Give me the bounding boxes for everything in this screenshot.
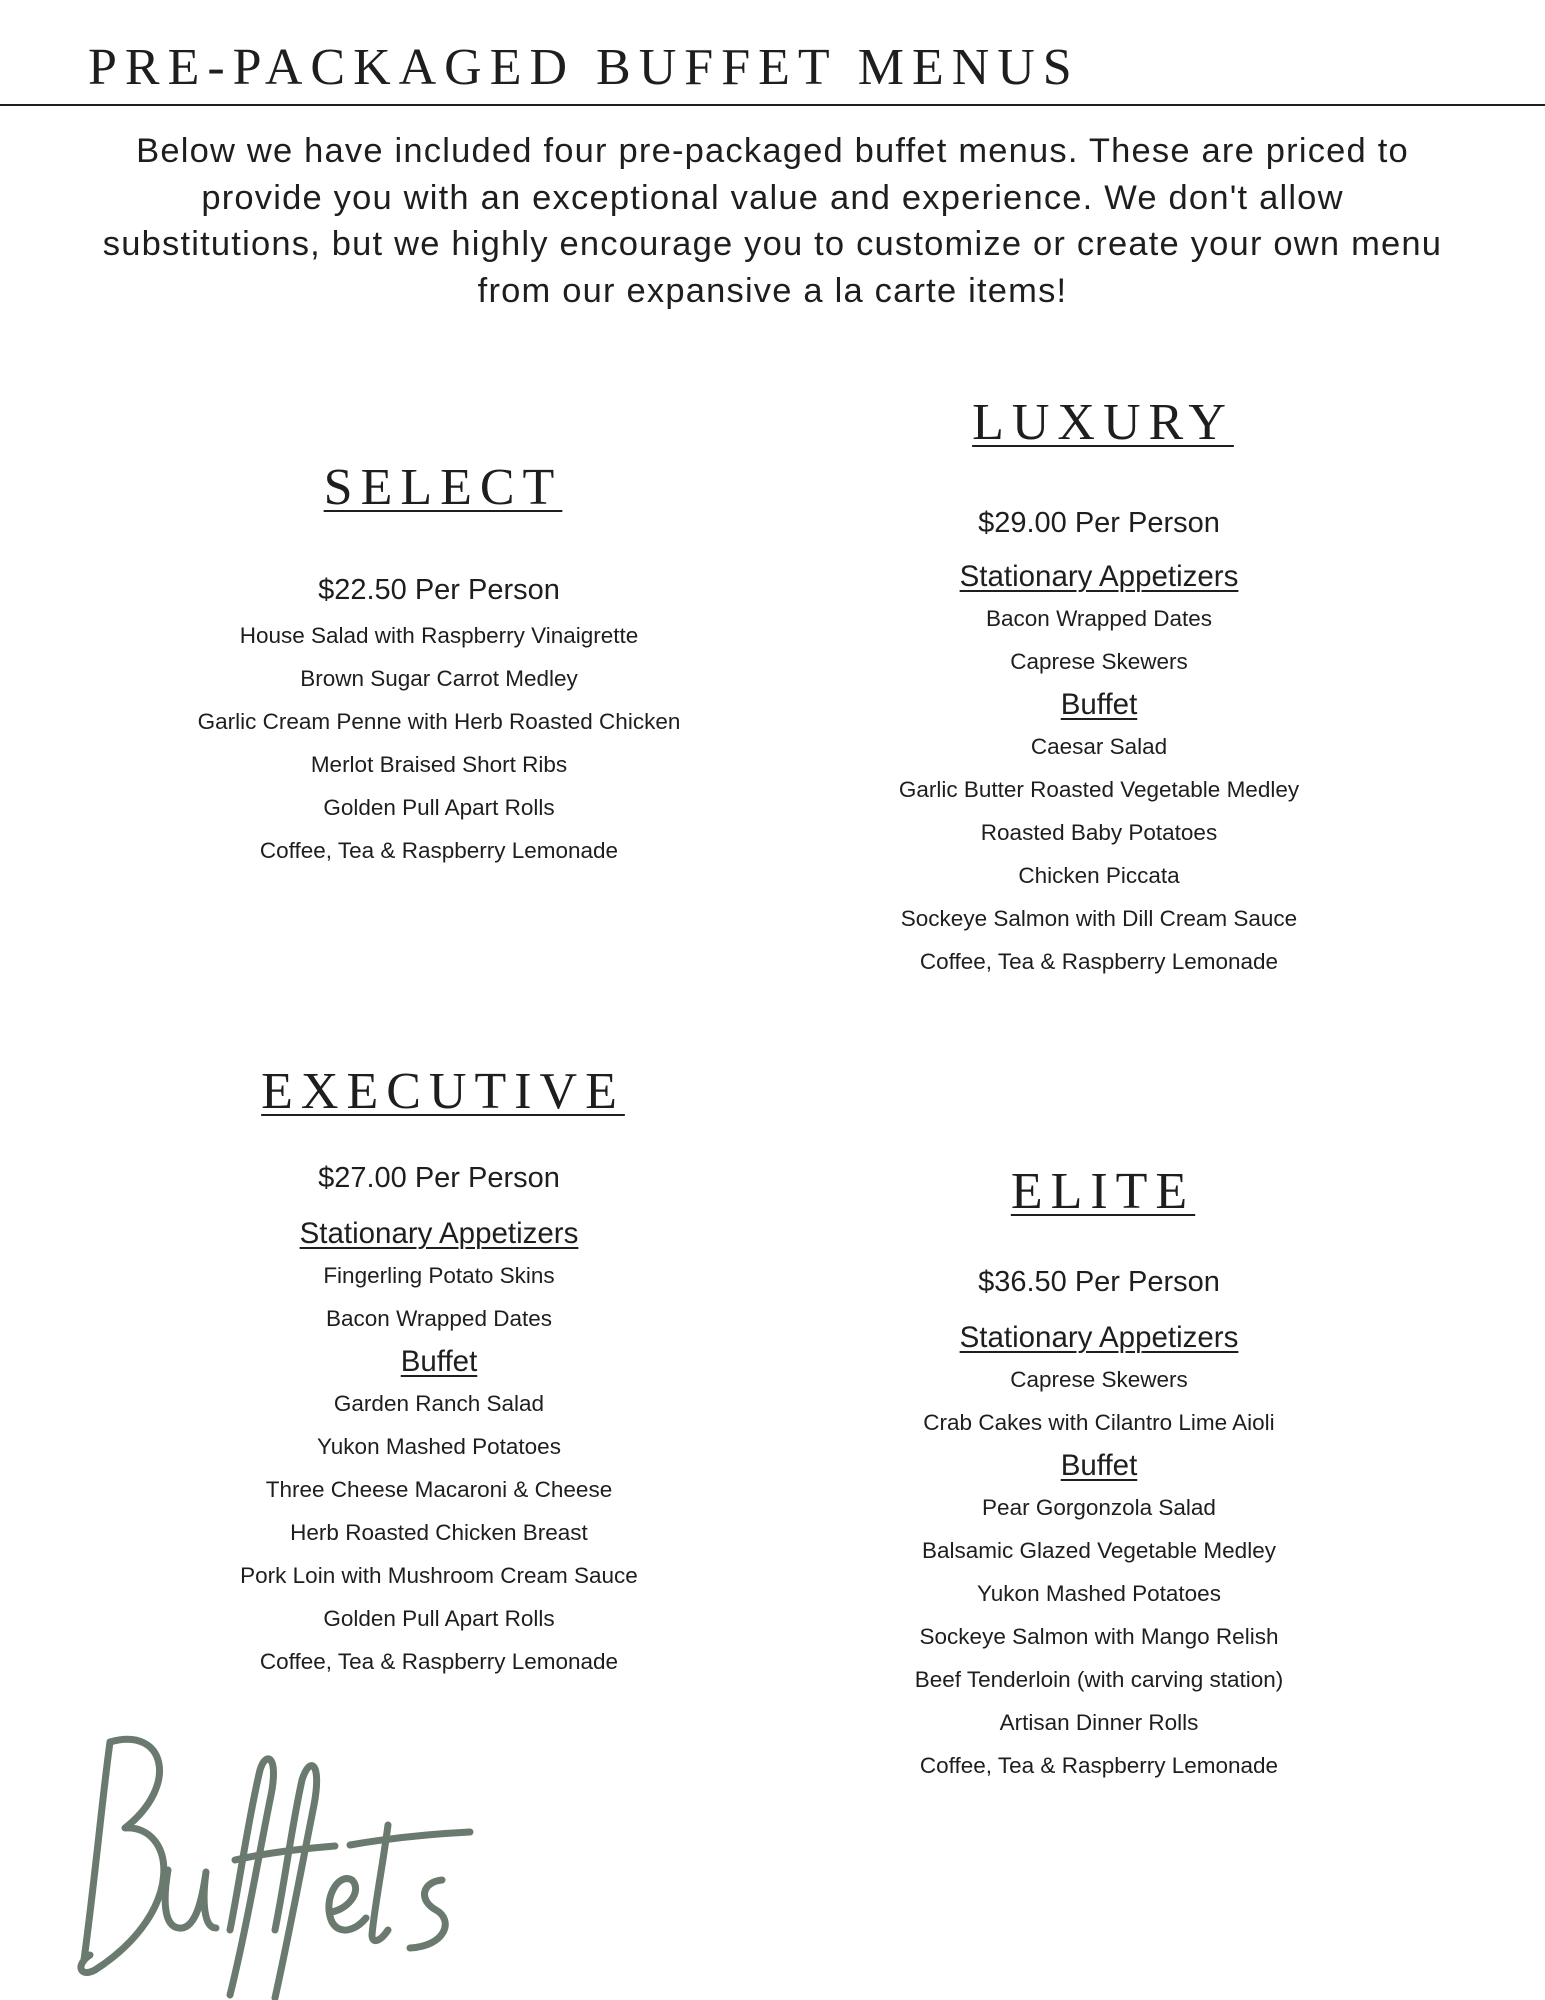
menu-item: Golden Pull Apart Rolls: [323, 1606, 555, 1631]
menu-name: LUXURY: [972, 394, 1234, 451]
menu-item: Sockeye Salmon with Mango Relish: [919, 1624, 1279, 1649]
intro-paragraph: Below we have included four pre-packaged buffet menus. These are priced to provide you with an exceptional value and experience. We don't allow substitutions, but we highly encourage you to customize or create your own menu from our expansive a la carte items!: [102, 132, 1443, 310]
menu-items: [129, 614, 749, 872]
menu-price: $27.00 Per Person: [318, 1162, 560, 1194]
menu-item: Caprese Skewers: [1010, 649, 1188, 674]
menu-item: Balsamic Glazed Vegetable Medley: [922, 1538, 1276, 1563]
page-title: PRE-PACKAGED BUFFET MENUS: [88, 39, 1080, 96]
menu-price: $36.50 Per Person: [978, 1266, 1220, 1298]
buffet-items: [129, 1382, 749, 1683]
title-divider: [0, 104, 1545, 106]
menu-item: Brown Sugar Carrot Medley: [300, 666, 578, 691]
menu-item: Coffee, Tea & Raspberry Lemonade: [259, 1649, 619, 1674]
menu-item: Roasted Baby Potatoes: [980, 820, 1218, 845]
menu-select: [129, 458, 749, 872]
appetizers-heading: Stationary Appetizers: [959, 1321, 1239, 1354]
appetizer-items: [129, 1254, 749, 1340]
menu-name: SELECT: [323, 459, 563, 516]
menu-elite: [789, 1162, 1409, 1787]
menu-item: Caesar Salad: [1030, 734, 1168, 759]
menu-item: Garlic Cream Penne with Herb Roasted Chicken: [197, 709, 681, 734]
buffet-items: [789, 725, 1409, 983]
menu-executive: [129, 1062, 749, 1683]
buffet-items: [789, 1486, 1409, 1787]
menu-item: Sockeye Salmon with Dill Cream Sauce: [900, 906, 1298, 931]
menu-item: House Salad with Raspberry Vinaigrette: [239, 623, 639, 648]
buffets-script-logo: [70, 1730, 490, 2000]
menu-item: Pork Loin with Mushroom Cream Sauce: [240, 1563, 638, 1588]
appetizers-heading: Stationary Appetizers: [959, 560, 1239, 593]
menu-item: Garlic Butter Roasted Vegetable Medley: [898, 777, 1300, 802]
menu-item: Golden Pull Apart Rolls: [323, 795, 555, 820]
menu-name: ELITE: [1010, 1163, 1196, 1220]
menu-item: Three Cheese Macaroni & Cheese: [265, 1477, 613, 1502]
menu-price: $29.00 Per Person: [978, 507, 1220, 539]
menu-luxury: [789, 393, 1409, 983]
menu-item: Herb Roasted Chicken Breast: [290, 1520, 588, 1545]
menu-price: $22.50 Per Person: [318, 574, 560, 606]
appetizers-heading: Stationary Appetizers: [299, 1217, 579, 1250]
menu-item: Artisan Dinner Rolls: [999, 1710, 1199, 1735]
buffet-heading: Buffet: [1060, 688, 1138, 721]
menu-item: Bacon Wrapped Dates: [326, 1306, 552, 1331]
menu-item: Beef Tenderloin (with carving station): [914, 1667, 1284, 1692]
menu-item: Bacon Wrapped Dates: [986, 606, 1212, 631]
menu-name: EXECUTIVE: [261, 1063, 625, 1120]
menu-item: Yukon Mashed Potatoes: [317, 1434, 561, 1459]
menu-item: Pear Gorgonzola Salad: [982, 1495, 1216, 1520]
menu-item: Coffee, Tea & Raspberry Lemonade: [259, 838, 619, 863]
appetizer-items: [789, 1358, 1409, 1444]
menu-item: Garden Ranch Salad: [333, 1391, 545, 1416]
menu-item: Chicken Piccata: [1018, 863, 1180, 888]
buffet-heading: Buffet: [1060, 1449, 1138, 1482]
menu-item: Merlot Braised Short Ribs: [310, 752, 568, 777]
menu-item: Coffee, Tea & Raspberry Lemonade: [919, 1753, 1279, 1778]
menu-item: Coffee, Tea & Raspberry Lemonade: [919, 949, 1279, 974]
menu-item: Fingerling Potato Skins: [323, 1263, 555, 1288]
menu-item: Yukon Mashed Potatoes: [977, 1581, 1221, 1606]
buffet-heading: Buffet: [400, 1345, 478, 1378]
menu-item: Crab Cakes with Cilantro Lime Aioli: [923, 1410, 1275, 1435]
menu-item: Caprese Skewers: [1010, 1367, 1188, 1392]
appetizer-items: [789, 597, 1409, 683]
